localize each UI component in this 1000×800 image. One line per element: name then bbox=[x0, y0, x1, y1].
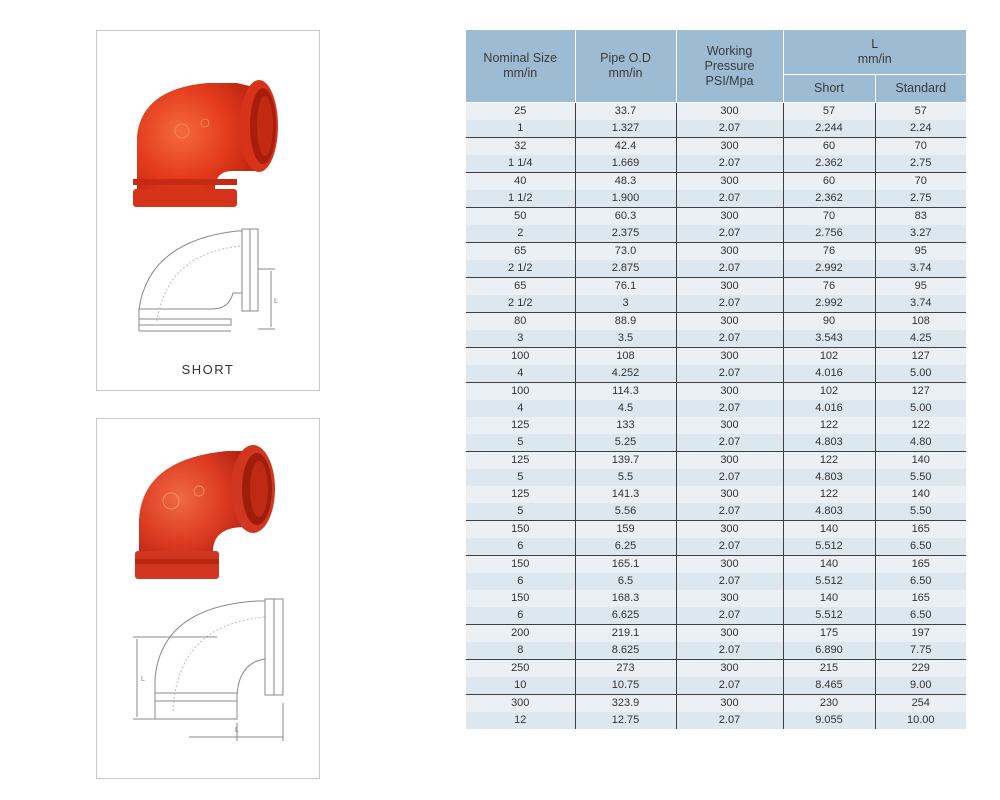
short-elbow-photo bbox=[133, 80, 278, 207]
cell-l-short: 2.244 bbox=[783, 120, 875, 138]
cell-nominal-size: 125 bbox=[466, 486, 575, 503]
header-pipe-od: Pipe O.D mm/in bbox=[575, 30, 676, 103]
cell-l-short: 2.362 bbox=[783, 190, 875, 208]
cell-l-short: 215 bbox=[783, 660, 875, 678]
cell-l-standard: 83 bbox=[875, 208, 966, 226]
cell-l-standard: 6.50 bbox=[875, 573, 966, 590]
cell-pipe-od: 141.3 bbox=[575, 486, 676, 503]
standard-l-horizontal-label: L bbox=[235, 727, 239, 734]
table-row bbox=[466, 260, 966, 278]
cell-nominal-size: 250 bbox=[466, 660, 575, 678]
cell-nominal-size: 4 bbox=[466, 400, 575, 417]
table-row bbox=[466, 103, 966, 121]
table-row bbox=[466, 607, 966, 625]
table-row bbox=[466, 330, 966, 348]
cell-nominal-size: 25 bbox=[466, 103, 575, 121]
short-elbow-drawing bbox=[139, 229, 278, 331]
cell-l-standard: 3.74 bbox=[875, 260, 966, 278]
cell-nominal-size: 2 1/2 bbox=[466, 260, 575, 278]
cell-l-standard: 165 bbox=[875, 556, 966, 574]
table-row bbox=[466, 190, 966, 208]
cell-l-standard: 165 bbox=[875, 590, 966, 607]
cell-pipe-od: 5.25 bbox=[575, 434, 676, 452]
cell-working-pressure: 2.07 bbox=[676, 190, 783, 208]
cell-working-pressure: 2.07 bbox=[676, 365, 783, 383]
cell-nominal-size: 150 bbox=[466, 521, 575, 539]
table-row bbox=[466, 712, 966, 729]
cell-nominal-size: 8 bbox=[466, 642, 575, 660]
table-row bbox=[466, 503, 966, 521]
cell-l-short: 5.512 bbox=[783, 607, 875, 625]
cell-l-short: 140 bbox=[783, 590, 875, 607]
cell-nominal-size: 6 bbox=[466, 607, 575, 625]
cell-working-pressure: 300 bbox=[676, 486, 783, 503]
cell-working-pressure: 2.07 bbox=[676, 712, 783, 729]
standard-elbow-photo bbox=[135, 445, 275, 579]
cell-l-short: 76 bbox=[783, 278, 875, 296]
table-row bbox=[466, 155, 966, 173]
table-row bbox=[466, 400, 966, 417]
cell-l-short: 6.890 bbox=[783, 642, 875, 660]
cell-working-pressure: 300 bbox=[676, 521, 783, 539]
cell-l-short: 140 bbox=[783, 556, 875, 574]
table-row bbox=[466, 208, 966, 226]
standard-elbow-drawing bbox=[133, 599, 283, 741]
table-row bbox=[466, 452, 966, 470]
cell-pipe-od: 4.252 bbox=[575, 365, 676, 383]
cell-l-standard: 197 bbox=[875, 625, 966, 643]
cell-l-short: 90 bbox=[783, 313, 875, 331]
cell-l-standard: 95 bbox=[875, 278, 966, 296]
table-row bbox=[466, 417, 966, 434]
cell-working-pressure: 300 bbox=[676, 173, 783, 191]
cell-l-short: 122 bbox=[783, 417, 875, 434]
cell-pipe-od: 114.3 bbox=[575, 383, 676, 401]
cell-l-standard: 95 bbox=[875, 243, 966, 261]
cell-nominal-size: 150 bbox=[466, 556, 575, 574]
cell-pipe-od: 165.1 bbox=[575, 556, 676, 574]
table-row bbox=[466, 469, 966, 486]
cell-l-standard: 127 bbox=[875, 348, 966, 366]
spec-table-body bbox=[466, 103, 966, 730]
cell-working-pressure: 2.07 bbox=[676, 573, 783, 590]
cell-pipe-od: 6.625 bbox=[575, 607, 676, 625]
standard-l-vertical-label: L bbox=[141, 676, 145, 683]
cell-pipe-od: 8.625 bbox=[575, 642, 676, 660]
cell-l-standard: 2.75 bbox=[875, 155, 966, 173]
short-elbow-illustration bbox=[97, 31, 319, 361]
cell-pipe-od: 3.5 bbox=[575, 330, 676, 348]
cell-working-pressure: 300 bbox=[676, 383, 783, 401]
cell-pipe-od: 10.75 bbox=[575, 677, 676, 695]
table-row bbox=[466, 521, 966, 539]
table-row bbox=[466, 660, 966, 678]
cell-working-pressure: 2.07 bbox=[676, 400, 783, 417]
cell-working-pressure: 300 bbox=[676, 452, 783, 470]
cell-pipe-od: 12.75 bbox=[575, 712, 676, 729]
cell-working-pressure: 2.07 bbox=[676, 607, 783, 625]
cell-working-pressure: 2.07 bbox=[676, 434, 783, 452]
cell-nominal-size: 32 bbox=[466, 138, 575, 156]
cell-working-pressure: 2.07 bbox=[676, 538, 783, 556]
cell-pipe-od: 4.5 bbox=[575, 400, 676, 417]
cell-nominal-size: 300 bbox=[466, 695, 575, 713]
cell-pipe-od: 2.375 bbox=[575, 225, 676, 243]
cell-pipe-od: 5.5 bbox=[575, 469, 676, 486]
cell-nominal-size: 40 bbox=[466, 173, 575, 191]
cell-pipe-od: 108 bbox=[575, 348, 676, 366]
cell-working-pressure: 2.07 bbox=[676, 469, 783, 486]
cell-working-pressure: 300 bbox=[676, 348, 783, 366]
cell-working-pressure: 300 bbox=[676, 208, 783, 226]
cell-pipe-od: 73.0 bbox=[575, 243, 676, 261]
table-row bbox=[466, 173, 966, 191]
cell-l-short: 122 bbox=[783, 452, 875, 470]
cell-pipe-od: 76.1 bbox=[575, 278, 676, 296]
cell-nominal-size: 65 bbox=[466, 278, 575, 296]
cell-pipe-od: 42.4 bbox=[575, 138, 676, 156]
cell-pipe-od: 139.7 bbox=[575, 452, 676, 470]
cell-working-pressure: 2.07 bbox=[676, 642, 783, 660]
cell-l-standard: 3.74 bbox=[875, 295, 966, 313]
cell-working-pressure: 300 bbox=[676, 590, 783, 607]
cell-working-pressure: 300 bbox=[676, 313, 783, 331]
table-row bbox=[466, 383, 966, 401]
cell-nominal-size: 1 bbox=[466, 120, 575, 138]
cell-l-short: 2.992 bbox=[783, 295, 875, 313]
table-row bbox=[466, 573, 966, 590]
cell-working-pressure: 300 bbox=[676, 625, 783, 643]
cell-pipe-od: 159 bbox=[575, 521, 676, 539]
cell-nominal-size: 200 bbox=[466, 625, 575, 643]
cell-l-standard: 7.75 bbox=[875, 642, 966, 660]
cell-l-short: 122 bbox=[783, 486, 875, 503]
cell-l-standard: 4.80 bbox=[875, 434, 966, 452]
cell-l-short: 230 bbox=[783, 695, 875, 713]
cell-l-standard: 108 bbox=[875, 313, 966, 331]
cell-pipe-od: 168.3 bbox=[575, 590, 676, 607]
cell-l-short: 4.016 bbox=[783, 365, 875, 383]
cell-l-standard: 70 bbox=[875, 138, 966, 156]
cell-l-standard: 9.00 bbox=[875, 677, 966, 695]
cell-l-short: 4.803 bbox=[783, 503, 875, 521]
spec-table bbox=[466, 30, 966, 729]
cell-l-standard: 70 bbox=[875, 173, 966, 191]
cell-l-standard: 2.75 bbox=[875, 190, 966, 208]
cell-working-pressure: 300 bbox=[676, 417, 783, 434]
cell-nominal-size: 125 bbox=[466, 452, 575, 470]
header-working-pressure: Working Pressure PSI/Mpa bbox=[676, 30, 783, 103]
cell-working-pressure: 300 bbox=[676, 103, 783, 121]
cell-pipe-od: 5.56 bbox=[575, 503, 676, 521]
table-row bbox=[466, 138, 966, 156]
cell-working-pressure: 2.07 bbox=[676, 120, 783, 138]
cell-pipe-od: 48.3 bbox=[575, 173, 676, 191]
cell-pipe-od: 60.3 bbox=[575, 208, 676, 226]
cell-working-pressure: 300 bbox=[676, 660, 783, 678]
header-l: L mm/in bbox=[783, 30, 966, 75]
standard-elbow-illustration bbox=[97, 419, 319, 778]
cell-l-short: 8.465 bbox=[783, 677, 875, 695]
table-row bbox=[466, 434, 966, 452]
cell-l-short: 3.543 bbox=[783, 330, 875, 348]
cell-pipe-od: 1.669 bbox=[575, 155, 676, 173]
cell-l-short: 70 bbox=[783, 208, 875, 226]
cell-nominal-size: 65 bbox=[466, 243, 575, 261]
cell-l-standard: 3.27 bbox=[875, 225, 966, 243]
cell-pipe-od: 1.327 bbox=[575, 120, 676, 138]
cell-pipe-od: 2.875 bbox=[575, 260, 676, 278]
cell-l-short: 102 bbox=[783, 348, 875, 366]
table-row bbox=[466, 486, 966, 503]
cell-l-standard: 5.50 bbox=[875, 503, 966, 521]
cell-l-standard: 6.50 bbox=[875, 538, 966, 556]
cell-l-short: 9.055 bbox=[783, 712, 875, 729]
cell-l-short: 175 bbox=[783, 625, 875, 643]
cell-l-standard: 254 bbox=[875, 695, 966, 713]
short-caption: SHORT bbox=[181, 362, 235, 377]
cell-nominal-size: 80 bbox=[466, 313, 575, 331]
cell-l-short: 5.512 bbox=[783, 538, 875, 556]
cell-l-standard: 5.50 bbox=[875, 469, 966, 486]
cell-working-pressure: 300 bbox=[676, 243, 783, 261]
table-row bbox=[466, 243, 966, 261]
cell-nominal-size: 4 bbox=[466, 365, 575, 383]
table-row bbox=[466, 625, 966, 643]
cell-l-standard: 57 bbox=[875, 103, 966, 121]
cell-nominal-size: 150 bbox=[466, 590, 575, 607]
cell-pipe-od: 6.5 bbox=[575, 573, 676, 590]
cell-working-pressure: 2.07 bbox=[676, 503, 783, 521]
cell-nominal-size: 5 bbox=[466, 503, 575, 521]
cell-l-standard: 140 bbox=[875, 486, 966, 503]
cell-l-standard: 4.25 bbox=[875, 330, 966, 348]
cell-nominal-size: 12 bbox=[466, 712, 575, 729]
cell-working-pressure: 2.07 bbox=[676, 295, 783, 313]
cell-l-short: 57 bbox=[783, 103, 875, 121]
cell-pipe-od: 1.900 bbox=[575, 190, 676, 208]
cell-l-standard: 229 bbox=[875, 660, 966, 678]
cell-l-short: 4.016 bbox=[783, 400, 875, 417]
short-l-dimension-label: L bbox=[274, 298, 278, 305]
cell-l-short: 140 bbox=[783, 521, 875, 539]
table-row bbox=[466, 642, 966, 660]
cell-working-pressure: 2.07 bbox=[676, 155, 783, 173]
cell-l-standard: 127 bbox=[875, 383, 966, 401]
table-row bbox=[466, 313, 966, 331]
cell-pipe-od: 323.9 bbox=[575, 695, 676, 713]
table-row bbox=[466, 538, 966, 556]
cell-l-short: 102 bbox=[783, 383, 875, 401]
table-row bbox=[466, 295, 966, 313]
cell-l-short: 2.756 bbox=[783, 225, 875, 243]
cell-pipe-od: 133 bbox=[575, 417, 676, 434]
table-row bbox=[466, 695, 966, 713]
cell-working-pressure: 2.07 bbox=[676, 225, 783, 243]
cell-nominal-size: 2 1/2 bbox=[466, 295, 575, 313]
cell-nominal-size: 125 bbox=[466, 417, 575, 434]
cell-l-short: 2.362 bbox=[783, 155, 875, 173]
table-row bbox=[466, 677, 966, 695]
header-nominal-size: Nominal Size mm/in bbox=[466, 30, 575, 103]
cell-nominal-size: 6 bbox=[466, 538, 575, 556]
cell-nominal-size: 6 bbox=[466, 573, 575, 590]
cell-pipe-od: 3 bbox=[575, 295, 676, 313]
cell-nominal-size: 100 bbox=[466, 348, 575, 366]
table-row bbox=[466, 120, 966, 138]
cell-l-standard: 140 bbox=[875, 452, 966, 470]
cell-nominal-size: 100 bbox=[466, 383, 575, 401]
cell-l-standard: 5.00 bbox=[875, 365, 966, 383]
cell-l-standard: 2.24 bbox=[875, 120, 966, 138]
cell-working-pressure: 2.07 bbox=[676, 677, 783, 695]
cell-pipe-od: 88.9 bbox=[575, 313, 676, 331]
cell-l-short: 4.803 bbox=[783, 434, 875, 452]
cell-working-pressure: 300 bbox=[676, 695, 783, 713]
cell-pipe-od: 273 bbox=[575, 660, 676, 678]
cell-working-pressure: 2.07 bbox=[676, 330, 783, 348]
cell-l-short: 2.992 bbox=[783, 260, 875, 278]
table-row bbox=[466, 278, 966, 296]
cell-pipe-od: 33.7 bbox=[575, 103, 676, 121]
header-standard: Standard bbox=[875, 75, 966, 103]
cell-nominal-size: 1 1/2 bbox=[466, 190, 575, 208]
cell-pipe-od: 6.25 bbox=[575, 538, 676, 556]
cell-l-short: 4.803 bbox=[783, 469, 875, 486]
cell-l-standard: 10.00 bbox=[875, 712, 966, 729]
cell-l-standard: 165 bbox=[875, 521, 966, 539]
table-row bbox=[466, 225, 966, 243]
header-short: Short bbox=[783, 75, 875, 103]
cell-l-standard: 122 bbox=[875, 417, 966, 434]
table-row bbox=[466, 365, 966, 383]
cell-l-short: 76 bbox=[783, 243, 875, 261]
cell-nominal-size: 2 bbox=[466, 225, 575, 243]
table-row bbox=[466, 348, 966, 366]
cell-nominal-size: 10 bbox=[466, 677, 575, 695]
cell-nominal-size: 5 bbox=[466, 469, 575, 486]
cell-nominal-size: 5 bbox=[466, 434, 575, 452]
cell-l-short: 60 bbox=[783, 173, 875, 191]
standard-elbow-panel bbox=[96, 418, 320, 779]
cell-nominal-size: 50 bbox=[466, 208, 575, 226]
cell-working-pressure: 300 bbox=[676, 278, 783, 296]
cell-l-short: 60 bbox=[783, 138, 875, 156]
table-row bbox=[466, 556, 966, 574]
cell-l-standard: 6.50 bbox=[875, 607, 966, 625]
cell-l-standard: 5.00 bbox=[875, 400, 966, 417]
cell-working-pressure: 2.07 bbox=[676, 260, 783, 278]
cell-working-pressure: 300 bbox=[676, 556, 783, 574]
cell-working-pressure: 300 bbox=[676, 138, 783, 156]
cell-nominal-size: 1 1/4 bbox=[466, 155, 575, 173]
cell-nominal-size: 3 bbox=[466, 330, 575, 348]
short-elbow-panel bbox=[96, 30, 320, 391]
cell-l-short: 5.512 bbox=[783, 573, 875, 590]
cell-pipe-od: 219.1 bbox=[575, 625, 676, 643]
table-row bbox=[466, 590, 966, 607]
